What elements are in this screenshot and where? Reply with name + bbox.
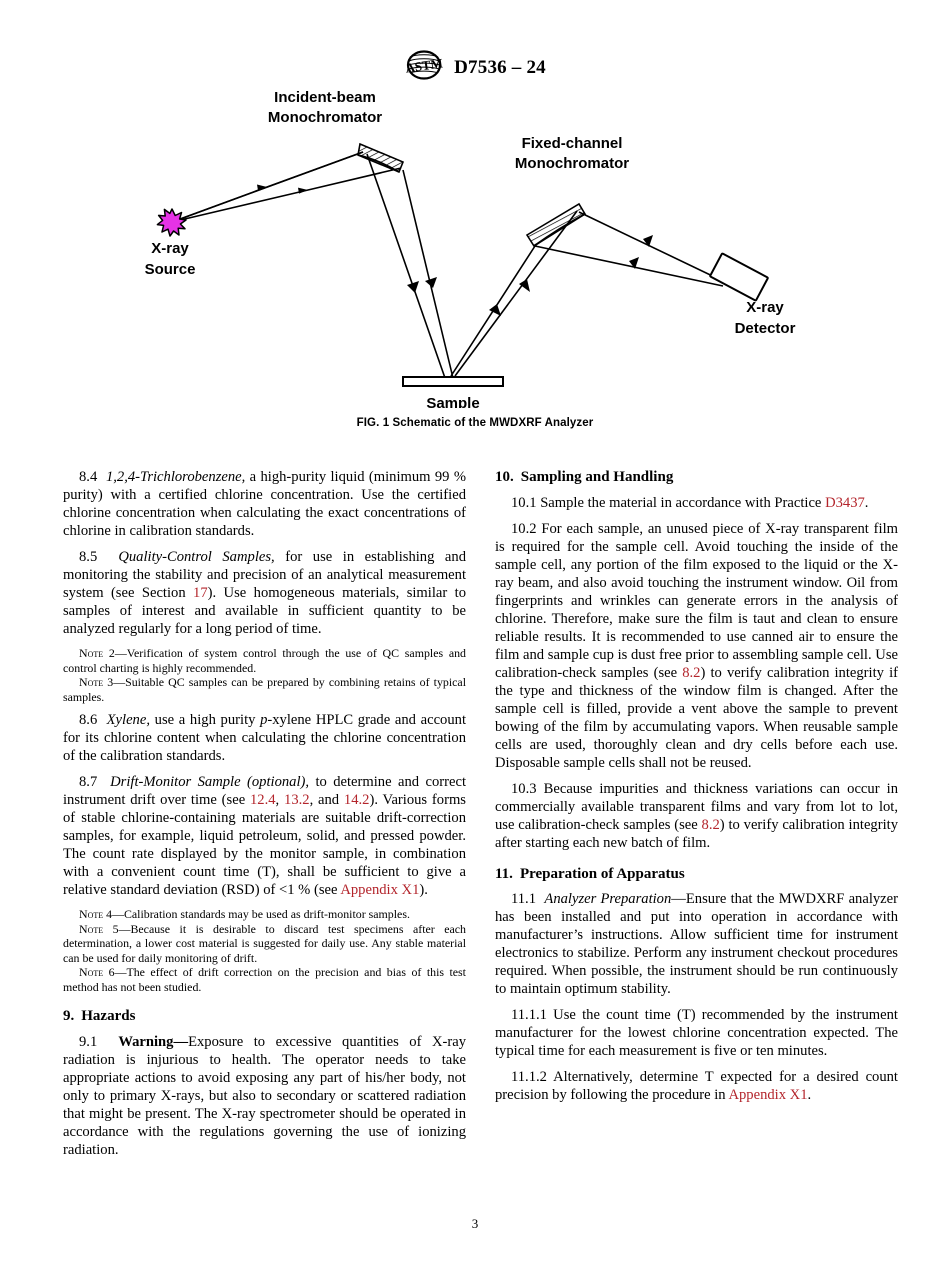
- note-5-label: Note 5: [79, 921, 119, 936]
- note-6-text: —The effect of drift correction on the precision and bias of this test method has not been studied.: [63, 965, 466, 994]
- section-11-number: 11.: [495, 865, 513, 882]
- para-number-8-7: 8.7: [79, 774, 98, 791]
- paragraph-8-6: [63, 711, 466, 765]
- section-10-title: Sampling and Handling: [520, 469, 674, 485]
- para-number-8-4: 8.4: [79, 469, 98, 485]
- paragraph-9-1: [63, 1033, 466, 1159]
- para-body-10-1-part1: Sample the material in accordance with Practice: [536, 494, 826, 511]
- note-3-label: Note 3: [79, 675, 114, 690]
- para-body-11-1-2-part2: .: [807, 1087, 812, 1104]
- paragraph-11-1: [495, 890, 898, 998]
- section-9-number: 9.: [63, 1008, 75, 1025]
- label-incident-beam-line1: Incident-beam: [274, 89, 376, 106]
- label-detector-line2: Detector: [734, 320, 796, 337]
- section-heading-10: [495, 468, 898, 487]
- note-3: [63, 675, 466, 704]
- note-3-text: —Suitable QC samples can be prepared by combining retains of typical samples.: [63, 675, 466, 704]
- para-number-11-1: 11.1: [511, 891, 536, 908]
- label-sample: Sample: [426, 395, 480, 408]
- para-body-8-6-part2: -xylene HPLC grade and account for its chlorine content when calculating the chlorine concentration of the calibration standards.: [63, 712, 467, 765]
- note-5: [63, 922, 466, 966]
- para-number-10-1: 10.1: [511, 494, 537, 511]
- para-body-11-1-1: Use the count time (T) recommended by the instrument manufacturer for the lowest chlorine concentration expected. The typical time for each measurement is five or ten minutes.: [495, 1007, 898, 1060]
- paragraph-10-3: [495, 780, 898, 852]
- para-body-10-2-part2: ) to verify calibration integrity if the type and thickness of the window film is changed. After the sample cell is filled, provide a vent above the sample to prevent bowing of the film by accumulating vapors. When reusable sample cells are used, thoroughly clean and dry cells before each use. Disposable sample cells shall not be reused.: [495, 664, 899, 771]
- x-ray-detector-icon: [710, 253, 768, 300]
- para-body-8-5-part1: for use in establishing and monitoring the stability and precision of an analytical measurement system (see Section: [63, 549, 466, 602]
- paragraph-8-7: [63, 773, 466, 899]
- para-number-11-1-2: 11.1.2: [511, 1069, 547, 1086]
- cross-ref-appendix-x1-right[interactable]: Appendix X1: [728, 1087, 808, 1104]
- cross-ref-appendix-x1-left[interactable]: Appendix X1: [340, 882, 420, 899]
- para-body-8-6-part1: use a high purity: [149, 712, 261, 729]
- note-6-label: Note 6: [79, 965, 115, 980]
- svg-text:ASTM: ASTM: [404, 55, 444, 76]
- para-body-10-2-part1: For each sample, an unused piece of X-ray transparent film is required for the sample cell. Avoid touching the inside of the sample cell, any portion of the film exposed to the liquid or the X-ray beam, and also avoid touching the instrument window. Oil from fingerprints and wrinkles can generate errors in the analysis of chlorine. Therefore, make sure the film is taut and clean to ensure reliable results. It is recommended to use canned air to ensure the film and sample cup is dust free prior to assembling sample cell. Use calibration-check samples (see: [495, 520, 898, 681]
- note-2: [63, 646, 466, 675]
- x-ray-source-icon: [157, 209, 186, 236]
- paragraph-10-2: [495, 520, 898, 772]
- cross-ref-8-2-a[interactable]: 8.2: [682, 664, 701, 681]
- paragraph-8-4: [63, 468, 466, 540]
- paragraph-11-1-2: [495, 1068, 898, 1104]
- cross-ref-17[interactable]: 17: [193, 585, 208, 602]
- paragraph-10-1: [495, 494, 898, 512]
- para-title-8-6: Xylene,: [106, 712, 150, 729]
- page-header: [0, 50, 950, 85]
- para-number-8-6: 8.6: [79, 712, 98, 729]
- label-fixed-channel-line2: Monochromator: [514, 155, 630, 172]
- section-10-number: 10.: [495, 469, 514, 485]
- para-body-10-3-part1: Because impurities and thickness variations can occur in commercially available transparent films and vary from lot to lot, use calibration-check samples (see: [495, 780, 898, 833]
- italic-p-8-6: p: [260, 712, 268, 729]
- label-source-line2: Source: [144, 261, 196, 278]
- para-title-9-1: Warning—: [118, 1033, 189, 1050]
- para-body-8-7-part3: ).: [419, 882, 428, 899]
- mwdxrf-schematic-svg: [115, 88, 835, 408]
- cross-ref-8-2-b[interactable]: 8.2: [701, 816, 720, 833]
- section-11-title: Preparation of Apparatus: [519, 865, 685, 882]
- para-body-11-1: —Ensure that the MWDXRF analyzer has been installed and put into operation in accordance with manufacturer’s instructions. Allow sufficient time for instrument electronics to stabilize. Perform any instrument checkout procedures required. When possible, the instrument should be run continuously to maintain optimum stability.: [495, 891, 898, 998]
- section-9-title: Hazards: [81, 1008, 136, 1025]
- figure-1: [0, 88, 950, 429]
- figure-diagram: [0, 88, 950, 413]
- beam-paths: [172, 152, 725, 378]
- left-column: [63, 468, 466, 1208]
- document-designation: D7536 – 24: [454, 56, 546, 78]
- label-incident-beam-line2: Monochromator: [267, 109, 383, 126]
- note-6: [63, 965, 466, 994]
- sep-8-7-2: , and: [309, 792, 344, 809]
- page-number: 3: [471, 1216, 479, 1231]
- section-heading-11: [495, 865, 898, 884]
- para-number-10-3: 10.3: [511, 780, 537, 797]
- para-body-8-4: a high-purity liquid (minimum 99 % purity) with a certified chlorine concentration. Use the certified chlorine concentration when calculating the exact concentrations of chlorine in calibration standards.: [63, 469, 466, 540]
- incident-beam-monochromator-crystal: [358, 144, 403, 172]
- para-body-8-5-part2: ). Use homogeneous materials, similar to samples of interest and available in sufficient quantity to be analyzed regularly for a long period of time.: [63, 585, 466, 638]
- para-body-11-1-2-part1: Alternatively, determine T expected for a desired count precision by following the procedure in: [495, 1069, 898, 1104]
- label-fixed-channel-line1: Fixed-channel: [521, 135, 623, 152]
- paragraph-8-5: [63, 548, 466, 638]
- paragraph-11-1-1: [495, 1006, 898, 1060]
- cross-ref-14-2[interactable]: 14.2: [343, 792, 370, 809]
- cross-ref-12-4[interactable]: 12.4: [250, 792, 276, 809]
- note-group-2-3: [63, 646, 466, 704]
- para-title-8-7: Drift-Monitor Sample (optional),: [110, 774, 310, 791]
- astm-logo-icon: [404, 50, 444, 85]
- note-5-text: —Because it is desirable to discard test specimens after each determination, a lower cost material is suggested for daily use. Any stable material can be used for daily monitoring of drift.: [63, 921, 466, 965]
- cross-ref-d3437[interactable]: D3437: [825, 494, 865, 511]
- note-2-label: Note 2: [79, 646, 115, 661]
- note-2-text: —Verification of system control through the use of QC samples and control charting is highly recommended.: [63, 646, 466, 675]
- para-title-11-1: Analyzer Preparation: [544, 891, 672, 908]
- para-body-10-1-part2: .: [864, 494, 869, 511]
- para-body-9-1: Exposure to excessive quantities of X-ray radiation is injurious to health. The operator needs to take appropriate actions to avoid exposing any part of his/her body, not only to primary X-rays, but also to secondary or scattered radiation that might be present. The X-ray spectrometer should be operated in accordance with the regulations governing the use of ionizing radiation.: [63, 1033, 466, 1159]
- para-body-10-3-part2: ) to verify calibration integrity after starting each new batch of film.: [495, 816, 898, 851]
- para-number-10-2: 10.2: [511, 520, 537, 537]
- right-column: [495, 468, 898, 1208]
- figure-caption: FIG. 1 Schematic of the MWDXRF Analyzer: [356, 417, 594, 429]
- para-title-8-4: 1,2,4-Trichlorobenzene,: [105, 469, 246, 485]
- note-4: [63, 907, 466, 922]
- para-title-8-5: Quality-Control Samples,: [118, 549, 275, 566]
- note-4-label: Note 4: [79, 907, 113, 922]
- section-heading-9: [63, 1007, 466, 1026]
- note-4-text: —Calibration standards may be used as drift-monitor samples.: [112, 907, 410, 922]
- para-body-8-7-part2: ). Various forms of stable chlorine-containing materials are suitable drift-correction samples, for example, liquid petroleum, solid, and pressed powder. The count rate displayed by the monitor sample, in combination with a convenient count time (T), shall be sufficient to give a relative standard deviation (RSD) of <1 % (see: [63, 792, 466, 899]
- note-group-4-5-6: [63, 907, 466, 994]
- para-body-8-7-part1: to determine and correct instrument drift over time (see: [63, 774, 466, 809]
- sep-8-7-1: ,: [275, 792, 285, 809]
- body-columns: [63, 468, 899, 1208]
- label-source-line1: X-ray: [151, 240, 189, 257]
- cross-ref-13-2[interactable]: 13.2: [284, 792, 310, 809]
- para-number-8-5: 8.5: [79, 549, 98, 566]
- para-number-11-1-1: 11.1.1: [511, 1007, 547, 1024]
- para-number-9-1: 9.1: [79, 1033, 98, 1050]
- sample-holder-icon: [403, 377, 503, 386]
- label-detector-line1: X-ray: [746, 299, 784, 316]
